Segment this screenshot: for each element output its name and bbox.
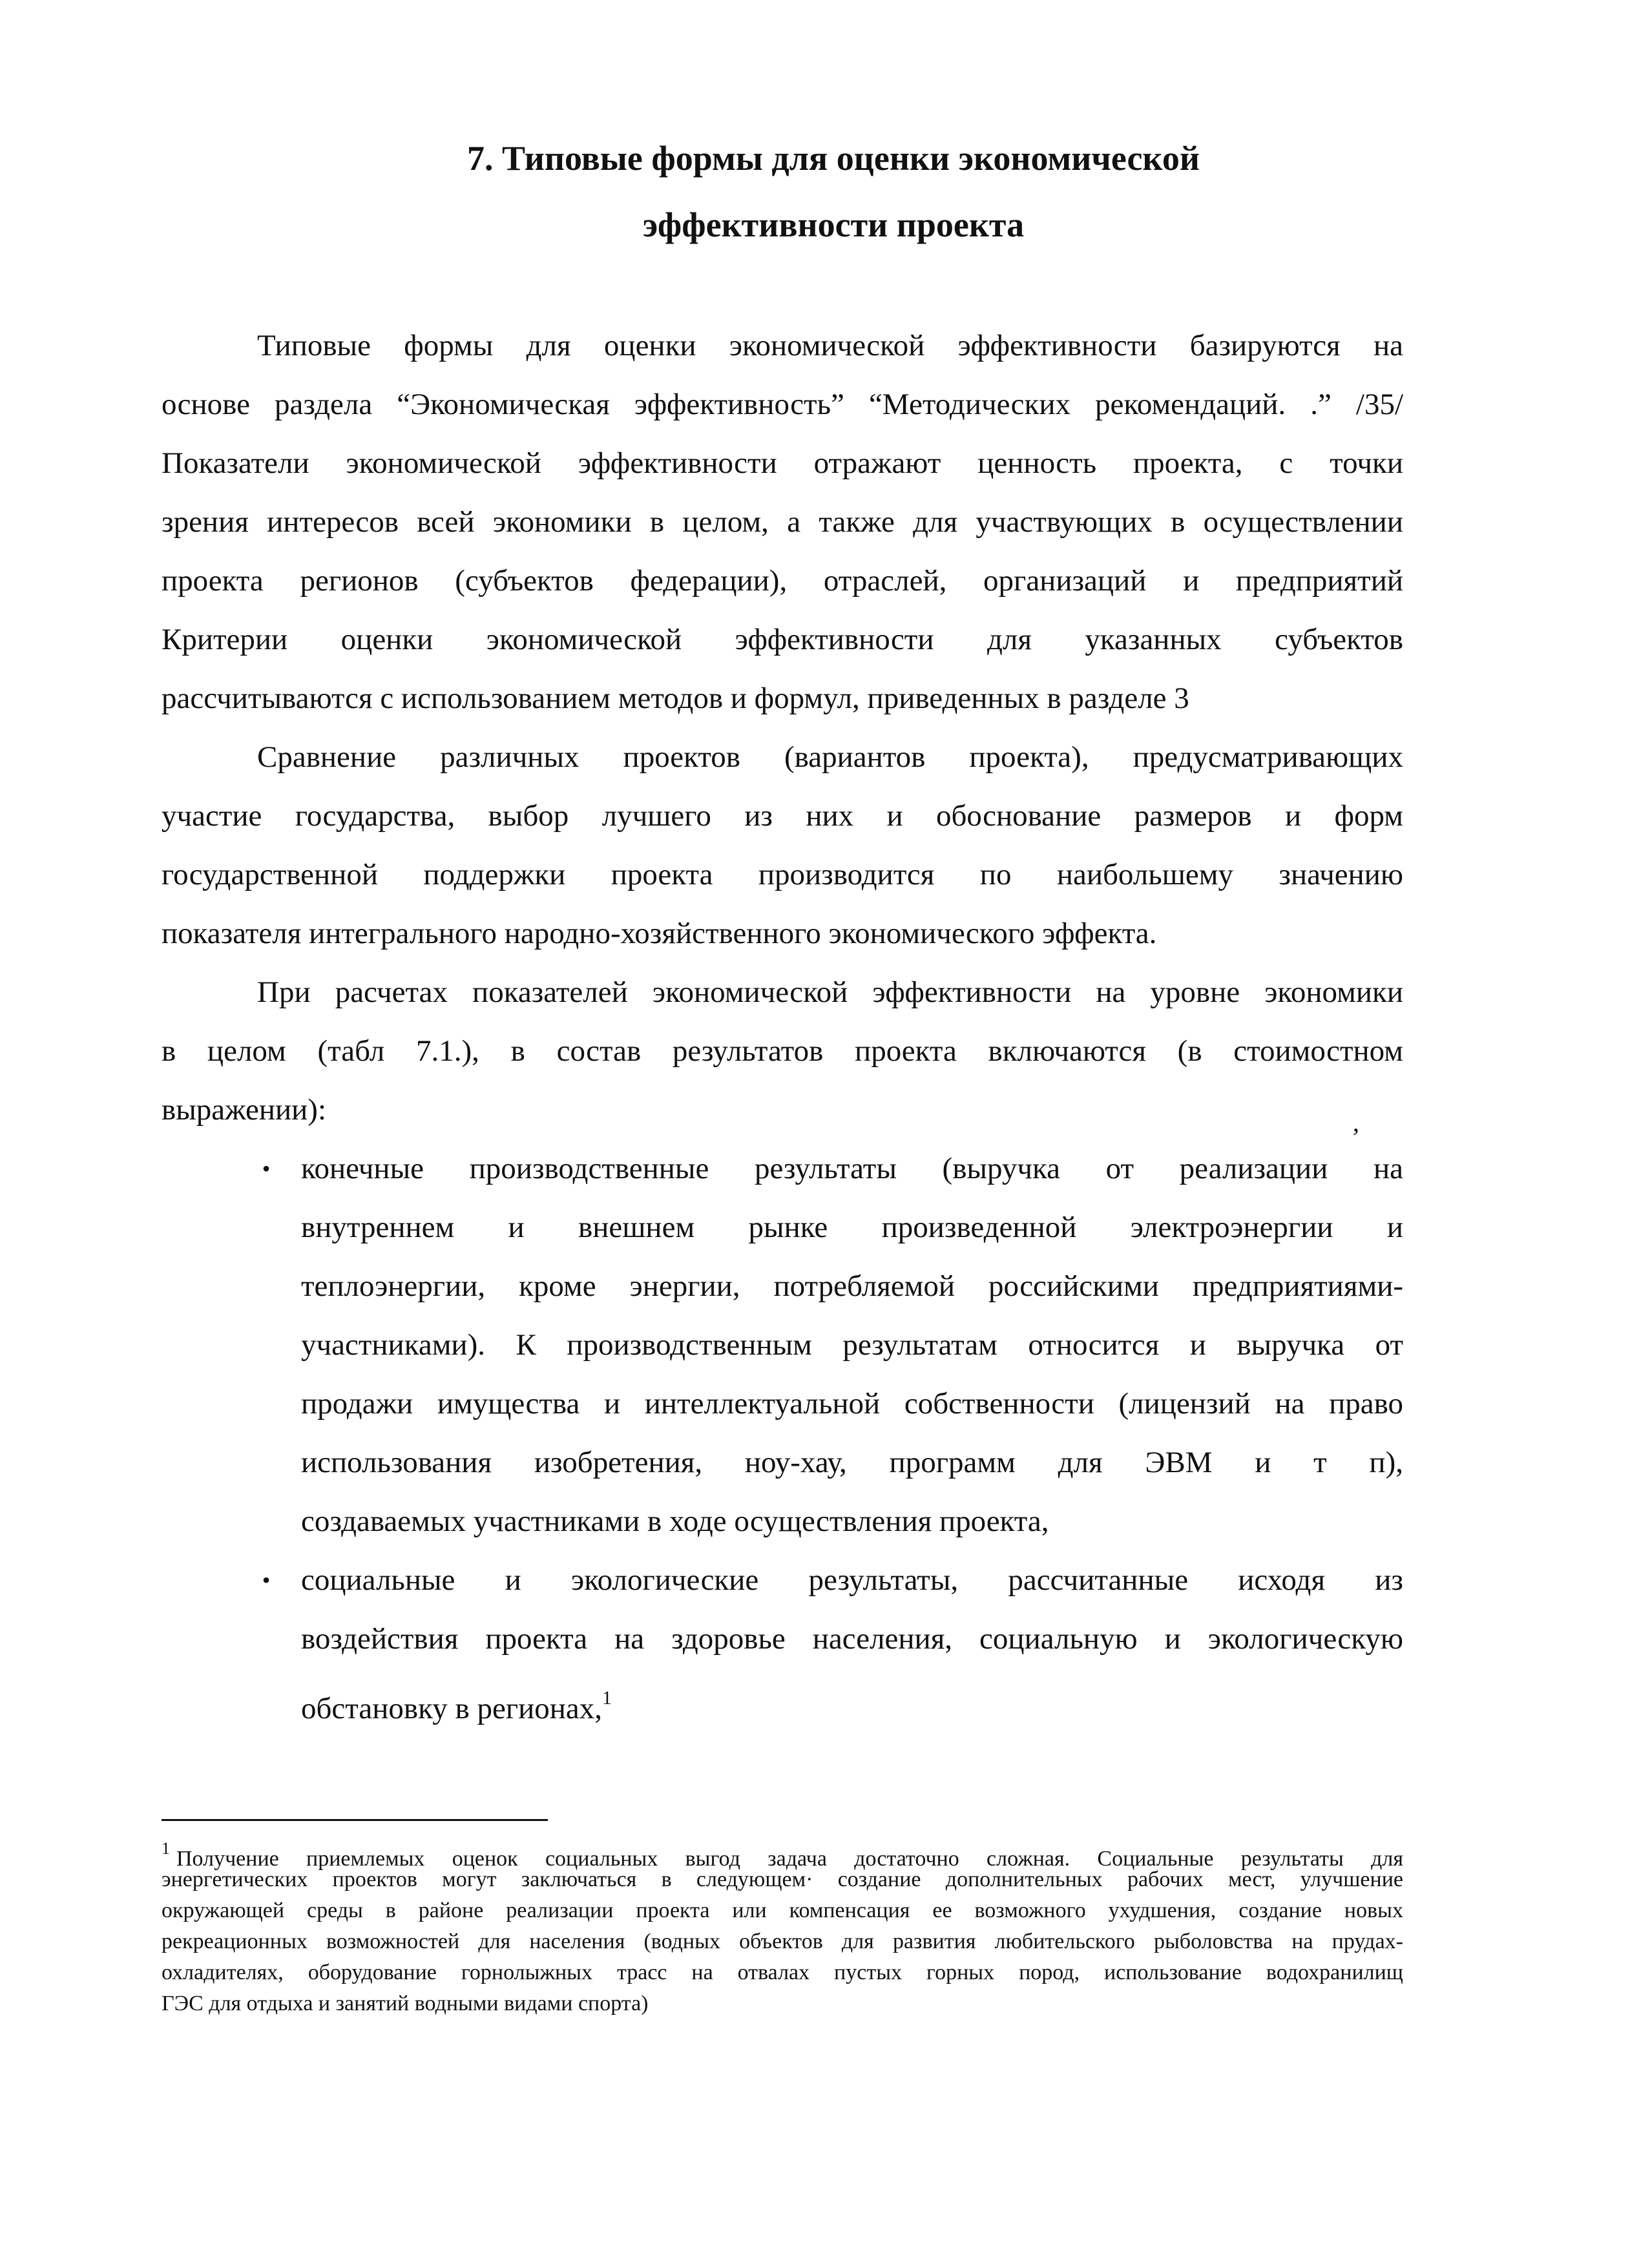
bullet-line: социальные и экологические результаты, рассчитанные исходя из xyxy=(301,1563,1403,1597)
bullet-line: участниками). К производственным результатам относится и выручка от xyxy=(301,1328,1403,1362)
paragraph-2-line: показателя интегрального народно-хозяйственного экономического эффекта. xyxy=(162,917,1157,950)
page-title-line-1: 7. Типовые формы для оценки экономической xyxy=(467,139,1200,178)
bullet-line: внутреннем и внешнем рынке произведенной электроэнергии и xyxy=(301,1211,1403,1244)
paragraph-1-line: проекта регионов (субъектов федерации), отраслей, организаций и предприятий xyxy=(162,564,1403,598)
paragraph-3-line: При расчетах показателей экономической эффективности на уровне экономики xyxy=(257,975,1403,1009)
footnote-line: ГЭС для отдыха и занятий водными видами спорта) xyxy=(162,1992,649,2015)
paragraph-1-line: зрения интересов всей экономики в целом, а также для участвующих в осуществлении xyxy=(162,505,1403,539)
footnote-line: энергетических проектов могут заключаться в следующем· создание дополнительных рабочих мест, улучшение xyxy=(162,1867,1403,1891)
bullet-item xyxy=(162,1551,1403,1727)
bullet-list xyxy=(162,1139,1403,1727)
paragraph-3 xyxy=(162,963,1403,1139)
paragraph-2-line: Сравнение различных проектов (вариантов проекта), предусматривающих xyxy=(257,740,1403,774)
bullet-icon: • xyxy=(262,1156,271,1181)
paragraph-3-line: в целом (табл 7.1.), в состав результатов проекта включаются (в стоимостном xyxy=(162,1034,1403,1068)
footnote-reference[interactable]: 1 xyxy=(602,1687,612,1709)
bullet-icon: • xyxy=(262,1567,271,1593)
footnote xyxy=(162,1833,1403,2019)
paragraph-1-line: рассчитываются с использованием методов и формул, приведенных в разделе 3 xyxy=(162,681,1189,715)
footnote-line: рекреационных возможностей для населения (водных объектов для развития любительского рыболовства на прудах- xyxy=(162,1930,1403,1953)
footnote-line xyxy=(162,1833,1403,1871)
bullet-line: теплоэнергии, кроме энергии, потребляемой российскими предприятиями- xyxy=(301,1269,1403,1303)
stray-mark: ‚ xyxy=(1352,1108,1361,1137)
bullet-line: воздействия проекта на здоровье населения, социальную и экологическую xyxy=(301,1622,1403,1656)
footnote-number: 1 xyxy=(162,1839,170,1858)
bullet-line-text: обстановку в регионах, xyxy=(301,1692,603,1725)
paragraph-1 xyxy=(162,317,1403,728)
footnote-line-text: Получение приемлемых оценок социальных выгод задача достаточно сложная. Социальные результаты для xyxy=(176,1847,1403,1871)
footnote-line: окружающей среды в районе реализации проекта или компенсация ее возможного ухудшения, создание новых xyxy=(162,1899,1403,1922)
page-title-line-2: эффективности проекта xyxy=(642,205,1025,244)
paragraph-2-line: участие государства, выбор лучшего из них и обоснование размеров и форм xyxy=(162,799,1403,833)
paragraph-1-line: основе раздела “Экономическая эффективность” “Методических рекомендаций. .” /35/ xyxy=(162,388,1403,421)
bullet-line: создаваемых участниками в ходе осуществления проекта, xyxy=(301,1504,1049,1538)
footnote-divider xyxy=(162,1819,548,1821)
paragraph-1-line: Критерии оценки экономической эффективности для указанных субъектов xyxy=(162,623,1403,656)
paragraph-1-line: Показатели экономической эффективности отражают ценность проекта, с точки xyxy=(162,446,1403,480)
paragraph-2-line: государственной поддержки проекта производится по наибольшему значению xyxy=(162,858,1403,891)
paragraph-3-line: выражении): xyxy=(162,1093,327,1127)
paragraph-1-line: Типовые формы для оценки экономической эффективности базируются на xyxy=(257,329,1403,362)
bullet-item xyxy=(162,1139,1403,1551)
bullet-line-final xyxy=(301,1669,1403,1727)
paragraph-2 xyxy=(162,728,1403,963)
bullet-line: продажи имущества и интеллектуальной собственности (лицензий на право xyxy=(301,1387,1403,1420)
bullet-line: использования изобретения, ноу-хау, программ для ЭВМ и т п), xyxy=(301,1446,1403,1479)
footnote-line: охладителях, оборудование горнолыжных трасс на отвалах пустых горных пород, использование водохранилищ xyxy=(162,1961,1403,1984)
bullet-line: конечные производственные результаты (выручка от реализации на xyxy=(301,1152,1403,1185)
